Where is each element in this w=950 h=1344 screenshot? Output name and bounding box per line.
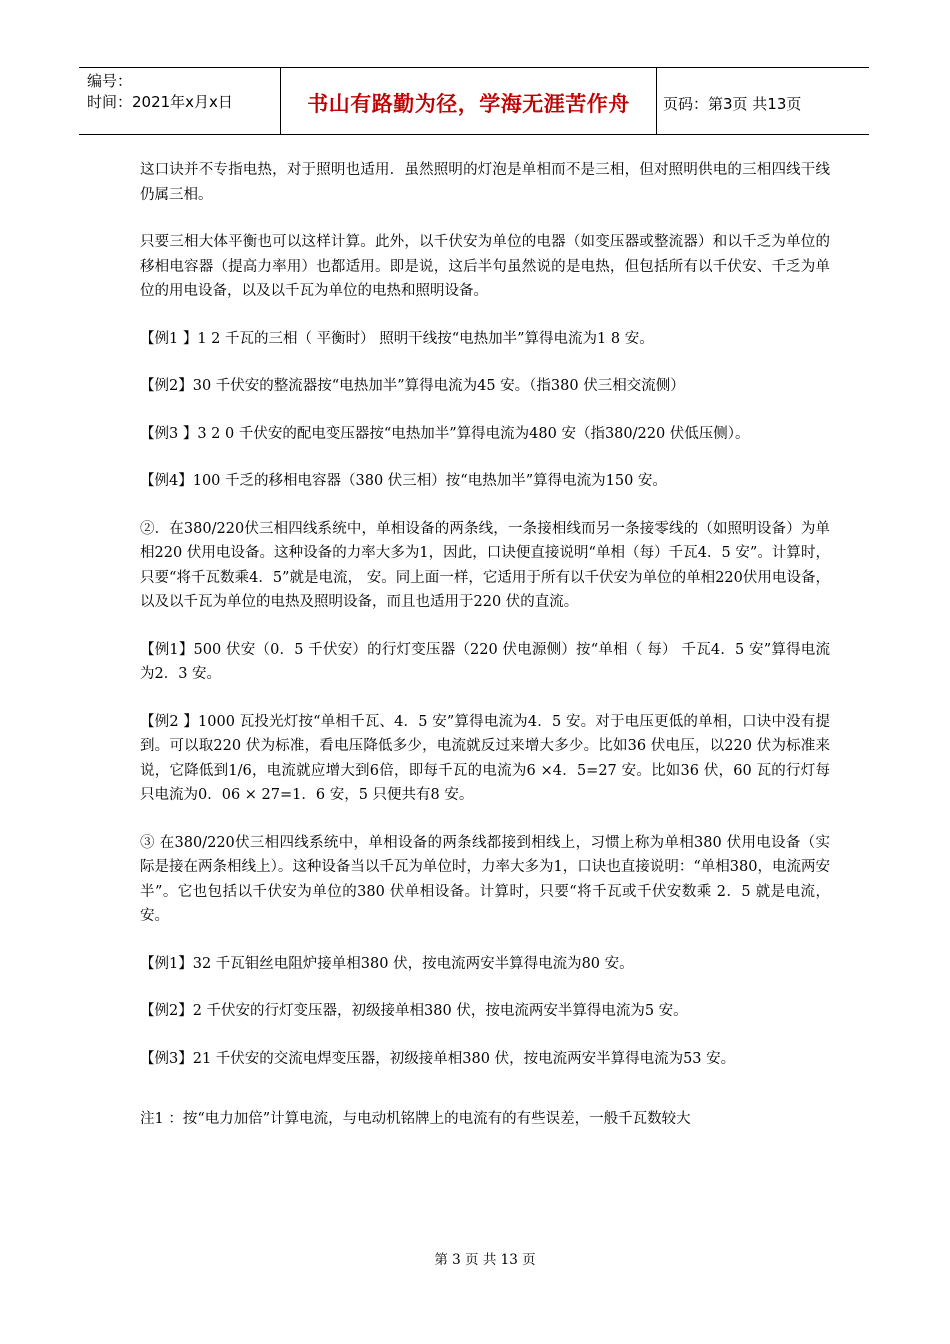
header-motto: 书山有路勤为径，学海无涯苦作舟: [307, 92, 630, 116]
example-line: 【例3】21 千伏安的交流电焊变压器，初级接单相380 伏，按电流两安半算得电流为53 安。: [140, 1050, 736, 1067]
example-line: 【例2】2 千伏安的行灯变压器，初级接单相380 伏，按电流两安半算得电流为5 安。: [140, 1003, 688, 1019]
footer-page-number: 第 3 页 共 13 页: [434, 1252, 536, 1268]
header-page-label: 页码：第3页 共13页: [663, 94, 802, 113]
paragraph: 只要三相大体平衡也可以这样计算。此外，以千伏安为单位的电器（如变压器或整流器）和以千乏为单位的移相电容器（提高力率用）也都适用。即是说，这后半句虽然说的是电热，但包括所有以千伏安、千乏为单位的用电设备，以及以千瓦为单位的电热和照明设备。: [140, 234, 830, 299]
page-footer: [0, 1248, 950, 1268]
example-line: 【例1 】1 2 千瓦的三相（ 平衡时） 照明干线按“电热加半”算得电流为1 8 安。: [140, 330, 654, 347]
document-header: [79, 67, 869, 135]
example-line: 【例2】30 千伏安的整流器按“电热加半”算得电流为45 安。（指380 伏三相交流侧）: [140, 378, 685, 394]
example-line: 【例3 】3 2 0 千伏安的配电变压器按“电热加半”算得电流为480 安（指380/220 伏低压侧）。: [140, 425, 750, 442]
example-line: 【例4】100 千乏的移相电容器（380 伏三相）按“电热加半”算得电流为150 安。: [140, 473, 667, 489]
example-line: 【例2 】1000 瓦投光灯按“单相千瓦、4．5 安”算得电流为4．5 安。对于电压更低的单相，口诀中没有提到。可以取220 伏为标准，看电压降低多少，电流就反过来增大多少。比如36 伏电压，以220 伏为标准来说，它降低到1/6，电流就应增大到6倍，即每千瓦的电流为6 ×4．5=27 安。比如36 伏，60 瓦的行灯每只电流为0．06 × 27=1．6 安，5 只便共有8 安。: [140, 713, 830, 803]
example-line: 【例1】32 千瓦钼丝电阻炉接单相380 伏，按电流两安半算得电流为80 安。: [140, 955, 634, 972]
serial-number-label: 编号：: [87, 72, 133, 90]
header-page-cell: [657, 68, 869, 134]
paragraph: ②．在380/220伏三相四线系统中，单相设备的两条线，一条接相线而另一条接零线的（如照明设备）为单相220 伏用电设备。这种设备的力率大多为1，因此，口诀便直接说明“单相（每）千瓦4．5 安”。计算时， 只要“将千瓦数乘4．5”就是电流， 安。同上面一样，它适用于所有以千伏安为单位的单相220伏用电设备，以及以千瓦为单位的电热及照明设备，而且也适用于220 伏的直流。: [140, 520, 830, 610]
date-label: 时间：2021年x月x日: [87, 93, 233, 111]
header-meta-cell: [79, 68, 281, 134]
example-line: 【例1】500 伏安（0．5 千伏安）的行灯变压器（220 伏电源侧）按“单相（ 每） 千瓦4．5 安”算得电流为2．3 安。: [140, 641, 830, 682]
note-line: 注1 ：按“电力加倍”计算电流，与电动机铭牌上的电流有的有些误差，一般千瓦数较大: [140, 1111, 691, 1127]
paragraph: 这口诀并不专指电热，对于照明也适用．虽然照明的灯泡是单相而不是三相，但对照明供电的三相四线干线仍属三相。: [140, 162, 830, 203]
header-motto-cell: [281, 68, 657, 134]
paragraph: ③ 在380/220伏三相四线系统中，单相设备的两条线都接到相线上，习惯上称为单相380 伏用电设备（实际是接在两条相线上）。这种设备当以千瓦为单位时，力率大多为1，口诀也直接说明：“单相380，电流两安半”。它也包括以千伏安为单位的380 伏单相设备。计算时，只要“将千瓦或千伏安数乘 2．5 就是电流，安。: [140, 834, 830, 924]
document-body: [140, 158, 830, 1155]
